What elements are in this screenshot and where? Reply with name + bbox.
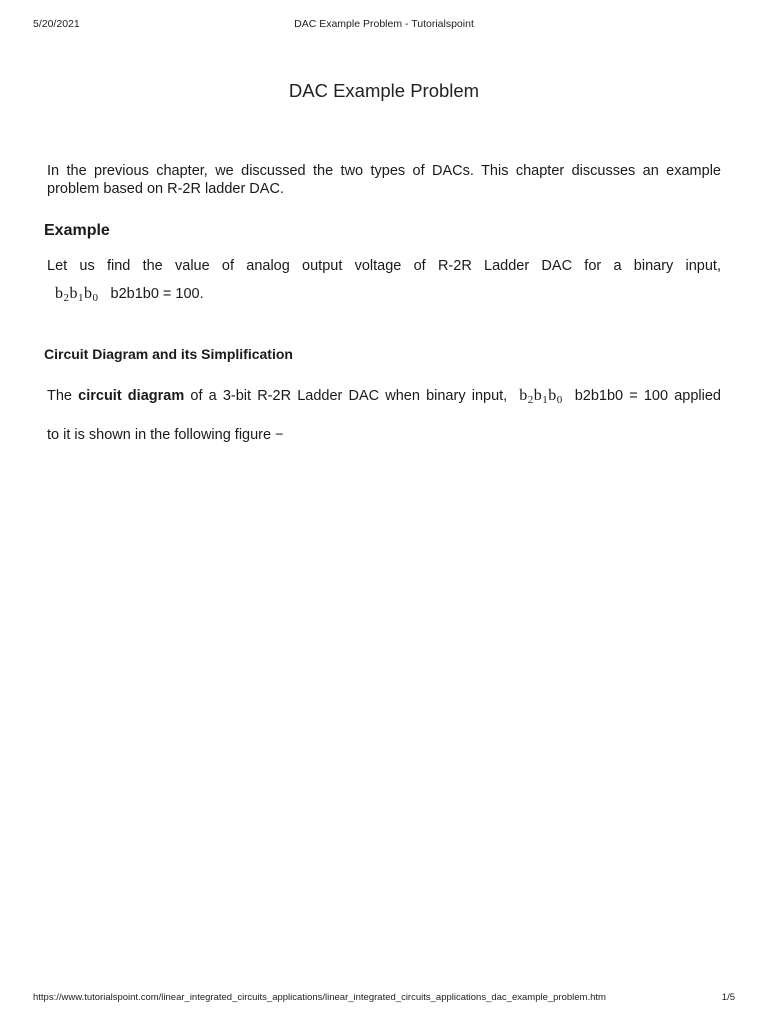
print-header: [33, 18, 735, 32]
print-header-title: DAC Example Problem - Tutorialspoint: [294, 18, 474, 30]
circuit-binary-text: b2b1b0 = 100 applied: [574, 388, 721, 404]
circuit-heading: Circuit Diagram and its Simplification: [44, 346, 293, 362]
print-date: 5/20/2021: [33, 18, 80, 30]
circuit-binary-math: $b_2b_1b_0$: [519, 387, 563, 406]
example-paragraph-line2: [55, 284, 204, 304]
footer-url: https://www.tutorialspoint.com/linear_integrated_circuits_applications/linear_integrated_circuits_applications_dac_example_problem.htm: [33, 992, 606, 1003]
page-title: DAC Example Problem: [288, 80, 480, 101]
example-heading: Example: [44, 222, 110, 239]
footer-page-number: 1/5: [721, 992, 735, 1003]
binary-input-math: $b_2b_1b_0$: [55, 285, 99, 304]
example-paragraph-line1: Let us find the value of analog output voltage of R-2R Ladder DAC for a binary input,: [47, 258, 721, 274]
circuit-paragraph-line2: to it is shown in the following figure −: [47, 427, 284, 443]
binary-input-text: b2b1b0 = 100.: [110, 286, 204, 302]
circuit-paragraph-line1: The circuit diagram of a 3-bit R-2R Ladder DAC when binary input, $b_2b_1b_0$ b2b1b0 = 100 applied: [47, 387, 721, 406]
intro-paragraph: In the previous chapter, we discussed the two types of DACs. This chapter discusses an example problem based on R-2R ladder DAC.: [47, 163, 721, 197]
circuit-diagram-term: circuit diagram: [78, 388, 185, 404]
print-footer: [33, 992, 735, 1006]
